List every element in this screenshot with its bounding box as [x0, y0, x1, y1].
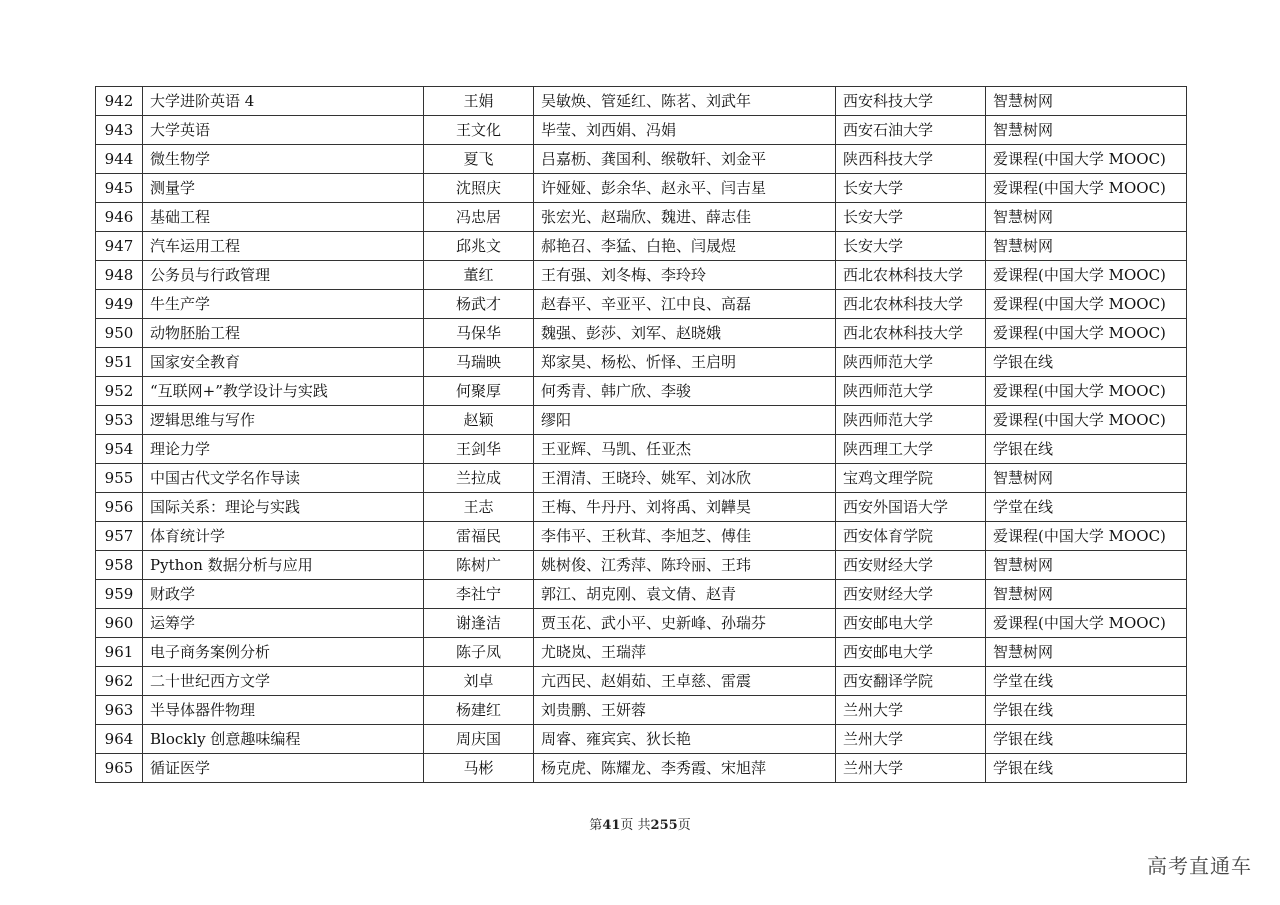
- team-members-cell: 赵春平、辛亚平、江中良、高磊: [534, 290, 836, 319]
- platform-cell: 爱课程(中国大学 MOOC): [986, 290, 1187, 319]
- platform-cell: 智慧树网: [986, 638, 1187, 667]
- course-lead-cell: 兰拉成: [424, 464, 534, 493]
- course-lead-cell: 刘卓: [424, 667, 534, 696]
- row-number-cell: 964: [96, 725, 143, 754]
- row-number-cell: 948: [96, 261, 143, 290]
- course-lead-cell: 李社宁: [424, 580, 534, 609]
- course-lead-cell: 董红: [424, 261, 534, 290]
- course-name-cell: 公务员与行政管理: [143, 261, 424, 290]
- row-number-cell: 962: [96, 667, 143, 696]
- team-members-cell: 王梅、牛丹丹、刘将禹、刘韡昊: [534, 493, 836, 522]
- table-row: [96, 348, 1187, 377]
- row-number-cell: 954: [96, 435, 143, 464]
- school-cell: 兰州大学: [836, 696, 986, 725]
- team-members-cell: 姚树俊、江秀萍、陈玲丽、王玮: [534, 551, 836, 580]
- course-lead-cell: 杨武才: [424, 290, 534, 319]
- course-name-cell: Blockly 创意趣味编程: [143, 725, 424, 754]
- team-members-cell: 何秀青、韩广欣、李骏: [534, 377, 836, 406]
- platform-cell: 学银在线: [986, 435, 1187, 464]
- team-members-cell: 缪阳: [534, 406, 836, 435]
- school-cell: 西北农林科技大学: [836, 261, 986, 290]
- course-lead-cell: 马彬: [424, 754, 534, 783]
- course-name-cell: 半导体器件物理: [143, 696, 424, 725]
- school-cell: 西安石油大学: [836, 116, 986, 145]
- course-name-cell: 大学进阶英语 4: [143, 87, 424, 116]
- footer-prefix: 第: [589, 818, 603, 833]
- row-number-cell: 943: [96, 116, 143, 145]
- school-cell: 长安大学: [836, 232, 986, 261]
- table-row: [96, 522, 1187, 551]
- table-row: [96, 435, 1187, 464]
- school-cell: 西安外国语大学: [836, 493, 986, 522]
- team-members-cell: 吴敏焕、管延红、陈茗、刘武年: [534, 87, 836, 116]
- course-lead-cell: 王文化: [424, 116, 534, 145]
- row-number-cell: 945: [96, 174, 143, 203]
- table-row: [96, 290, 1187, 319]
- platform-cell: 爱课程(中国大学 MOOC): [986, 145, 1187, 174]
- course-name-cell: 测量学: [143, 174, 424, 203]
- footer-middle: 页 共: [620, 818, 651, 833]
- course-name-cell: 大学英语: [143, 116, 424, 145]
- row-number-cell: 956: [96, 493, 143, 522]
- platform-cell: 智慧树网: [986, 87, 1187, 116]
- school-cell: 西北农林科技大学: [836, 319, 986, 348]
- course-lead-cell: 陈子凤: [424, 638, 534, 667]
- school-cell: 陕西师范大学: [836, 406, 986, 435]
- platform-cell: 爱课程(中国大学 MOOC): [986, 261, 1187, 290]
- course-lead-cell: 冯忠居: [424, 203, 534, 232]
- team-members-cell: 周睿、雍宾宾、狄长艳: [534, 725, 836, 754]
- team-members-cell: 许娅娅、彭余华、赵永平、闫吉星: [534, 174, 836, 203]
- team-members-cell: 毕莹、刘西娟、冯娟: [534, 116, 836, 145]
- course-name-cell: 国家安全教育: [143, 348, 424, 377]
- table-row: [96, 87, 1187, 116]
- course-name-cell: 理论力学: [143, 435, 424, 464]
- course-lead-cell: 雷福民: [424, 522, 534, 551]
- school-cell: 西安体育学院: [836, 522, 986, 551]
- table-row: [96, 725, 1187, 754]
- course-name-cell: 动物胚胎工程: [143, 319, 424, 348]
- course-lead-cell: 王剑华: [424, 435, 534, 464]
- platform-cell: 智慧树网: [986, 232, 1187, 261]
- course-lead-cell: 赵颖: [424, 406, 534, 435]
- course-lead-cell: 周庆国: [424, 725, 534, 754]
- platform-cell: 爱课程(中国大学 MOOC): [986, 609, 1187, 638]
- row-number-cell: 959: [96, 580, 143, 609]
- row-number-cell: 949: [96, 290, 143, 319]
- row-number-cell: 957: [96, 522, 143, 551]
- row-number-cell: 947: [96, 232, 143, 261]
- table-row: [96, 406, 1187, 435]
- team-members-cell: 王渭清、王晓玲、姚军、刘冰欣: [534, 464, 836, 493]
- school-cell: 陕西师范大学: [836, 377, 986, 406]
- team-members-cell: 王有强、刘冬梅、李玲玲: [534, 261, 836, 290]
- school-cell: 西安邮电大学: [836, 609, 986, 638]
- table-row: [96, 377, 1187, 406]
- course-name-cell: 基础工程: [143, 203, 424, 232]
- table-row: [96, 667, 1187, 696]
- school-cell: 兰州大学: [836, 725, 986, 754]
- course-name-cell: 微生物学: [143, 145, 424, 174]
- course-name-cell: 逻辑思维与写作: [143, 406, 424, 435]
- platform-cell: 智慧树网: [986, 116, 1187, 145]
- row-number-cell: 944: [96, 145, 143, 174]
- platform-cell: 爱课程(中国大学 MOOC): [986, 406, 1187, 435]
- course-lead-cell: 马瑞映: [424, 348, 534, 377]
- team-members-cell: 魏强、彭莎、刘军、赵晓娥: [534, 319, 836, 348]
- row-number-cell: 942: [96, 87, 143, 116]
- watermark-text: 高考直通车: [1147, 854, 1252, 878]
- course-lead-cell: 马保华: [424, 319, 534, 348]
- table-row: [96, 203, 1187, 232]
- platform-cell: 学银在线: [986, 348, 1187, 377]
- team-members-cell: 张宏光、赵瑞欣、魏进、薛志佳: [534, 203, 836, 232]
- team-members-cell: 尤晓岚、王瑞萍: [534, 638, 836, 667]
- course-lead-cell: 陈树广: [424, 551, 534, 580]
- course-name-cell: 国际关系：理论与实践: [143, 493, 424, 522]
- school-cell: 西安科技大学: [836, 87, 986, 116]
- table-body: [96, 87, 1187, 783]
- row-number-cell: 946: [96, 203, 143, 232]
- course-name-cell: 运筹学: [143, 609, 424, 638]
- school-cell: 陕西师范大学: [836, 348, 986, 377]
- school-cell: 兰州大学: [836, 754, 986, 783]
- school-cell: 西安财经大学: [836, 580, 986, 609]
- course-name-cell: 体育统计学: [143, 522, 424, 551]
- course-name-cell: 电子商务案例分析: [143, 638, 424, 667]
- platform-cell: 智慧树网: [986, 551, 1187, 580]
- school-cell: 西北农林科技大学: [836, 290, 986, 319]
- table-row: [96, 580, 1187, 609]
- table-row: [96, 261, 1187, 290]
- course-name-cell: 循证医学: [143, 754, 424, 783]
- platform-cell: 学银在线: [986, 725, 1187, 754]
- table-row: [96, 232, 1187, 261]
- platform-cell: 学银在线: [986, 754, 1187, 783]
- platform-cell: 智慧树网: [986, 464, 1187, 493]
- table-row: [96, 696, 1187, 725]
- school-cell: 长安大学: [836, 203, 986, 232]
- school-cell: 陕西科技大学: [836, 145, 986, 174]
- table-row: [96, 551, 1187, 580]
- team-members-cell: 吕嘉枥、龚国利、缑敬轩、刘金平: [534, 145, 836, 174]
- row-number-cell: 958: [96, 551, 143, 580]
- row-number-cell: 951: [96, 348, 143, 377]
- table-row: [96, 116, 1187, 145]
- school-cell: 长安大学: [836, 174, 986, 203]
- team-members-cell: 贾玉花、武小平、史新峰、孙瑞芬: [534, 609, 836, 638]
- footer-suffix: 页: [677, 818, 691, 833]
- course-table: [95, 86, 1187, 783]
- team-members-cell: 亢西民、赵娟茹、王卓慈、雷震: [534, 667, 836, 696]
- platform-cell: 爱课程(中国大学 MOOC): [986, 377, 1187, 406]
- platform-cell: 学堂在线: [986, 667, 1187, 696]
- course-name-cell: 牛生产学: [143, 290, 424, 319]
- table-row: [96, 638, 1187, 667]
- table-row: [96, 145, 1187, 174]
- page-number-footer: [0, 814, 1280, 833]
- current-page-number: 41: [602, 818, 621, 833]
- course-name-cell: Python 数据分析与应用: [143, 551, 424, 580]
- row-number-cell: 952: [96, 377, 143, 406]
- row-number-cell: 953: [96, 406, 143, 435]
- platform-cell: 爱课程(中国大学 MOOC): [986, 174, 1187, 203]
- row-number-cell: 960: [96, 609, 143, 638]
- table-row: [96, 609, 1187, 638]
- course-lead-cell: 谢逢洁: [424, 609, 534, 638]
- course-lead-cell: 王娟: [424, 87, 534, 116]
- school-cell: 陕西理工大学: [836, 435, 986, 464]
- course-name-cell: 汽车运用工程: [143, 232, 424, 261]
- platform-cell: 学银在线: [986, 696, 1187, 725]
- course-lead-cell: 夏飞: [424, 145, 534, 174]
- team-members-cell: 王亚辉、马凯、任亚杰: [534, 435, 836, 464]
- table-row: [96, 319, 1187, 348]
- course-name-cell: “互联网+”教学设计与实践: [143, 377, 424, 406]
- school-cell: 西安翻译学院: [836, 667, 986, 696]
- platform-cell: 爱课程(中国大学 MOOC): [986, 319, 1187, 348]
- table-row: [96, 754, 1187, 783]
- school-cell: 西安财经大学: [836, 551, 986, 580]
- platform-cell: 智慧树网: [986, 580, 1187, 609]
- team-members-cell: 郑家昊、杨松、忻怿、王启明: [534, 348, 836, 377]
- team-members-cell: 杨克虎、陈耀龙、李秀霞、宋旭萍: [534, 754, 836, 783]
- course-lead-cell: 王志: [424, 493, 534, 522]
- row-number-cell: 955: [96, 464, 143, 493]
- row-number-cell: 961: [96, 638, 143, 667]
- course-lead-cell: 杨建红: [424, 696, 534, 725]
- platform-cell: 智慧树网: [986, 203, 1187, 232]
- course-lead-cell: 沈照庆: [424, 174, 534, 203]
- course-name-cell: 二十世纪西方文学: [143, 667, 424, 696]
- course-name-cell: 财政学: [143, 580, 424, 609]
- table-row: [96, 493, 1187, 522]
- table-row: [96, 174, 1187, 203]
- team-members-cell: 郝艳召、李猛、白艳、闫晟煜: [534, 232, 836, 261]
- table-row: [96, 464, 1187, 493]
- course-lead-cell: 邱兆文: [424, 232, 534, 261]
- course-lead-cell: 何聚厚: [424, 377, 534, 406]
- school-cell: 宝鸡文理学院: [836, 464, 986, 493]
- row-number-cell: 965: [96, 754, 143, 783]
- row-number-cell: 963: [96, 696, 143, 725]
- platform-cell: 爱课程(中国大学 MOOC): [986, 522, 1187, 551]
- platform-cell: 学堂在线: [986, 493, 1187, 522]
- school-cell: 西安邮电大学: [836, 638, 986, 667]
- team-members-cell: 郭江、胡克刚、袁文倩、赵青: [534, 580, 836, 609]
- team-members-cell: 李伟平、王秋茸、李旭芝、傅佳: [534, 522, 836, 551]
- course-name-cell: 中国古代文学名作导读: [143, 464, 424, 493]
- team-members-cell: 刘贵鹏、王妍蓉: [534, 696, 836, 725]
- total-page-number: 255: [650, 818, 678, 833]
- row-number-cell: 950: [96, 319, 143, 348]
